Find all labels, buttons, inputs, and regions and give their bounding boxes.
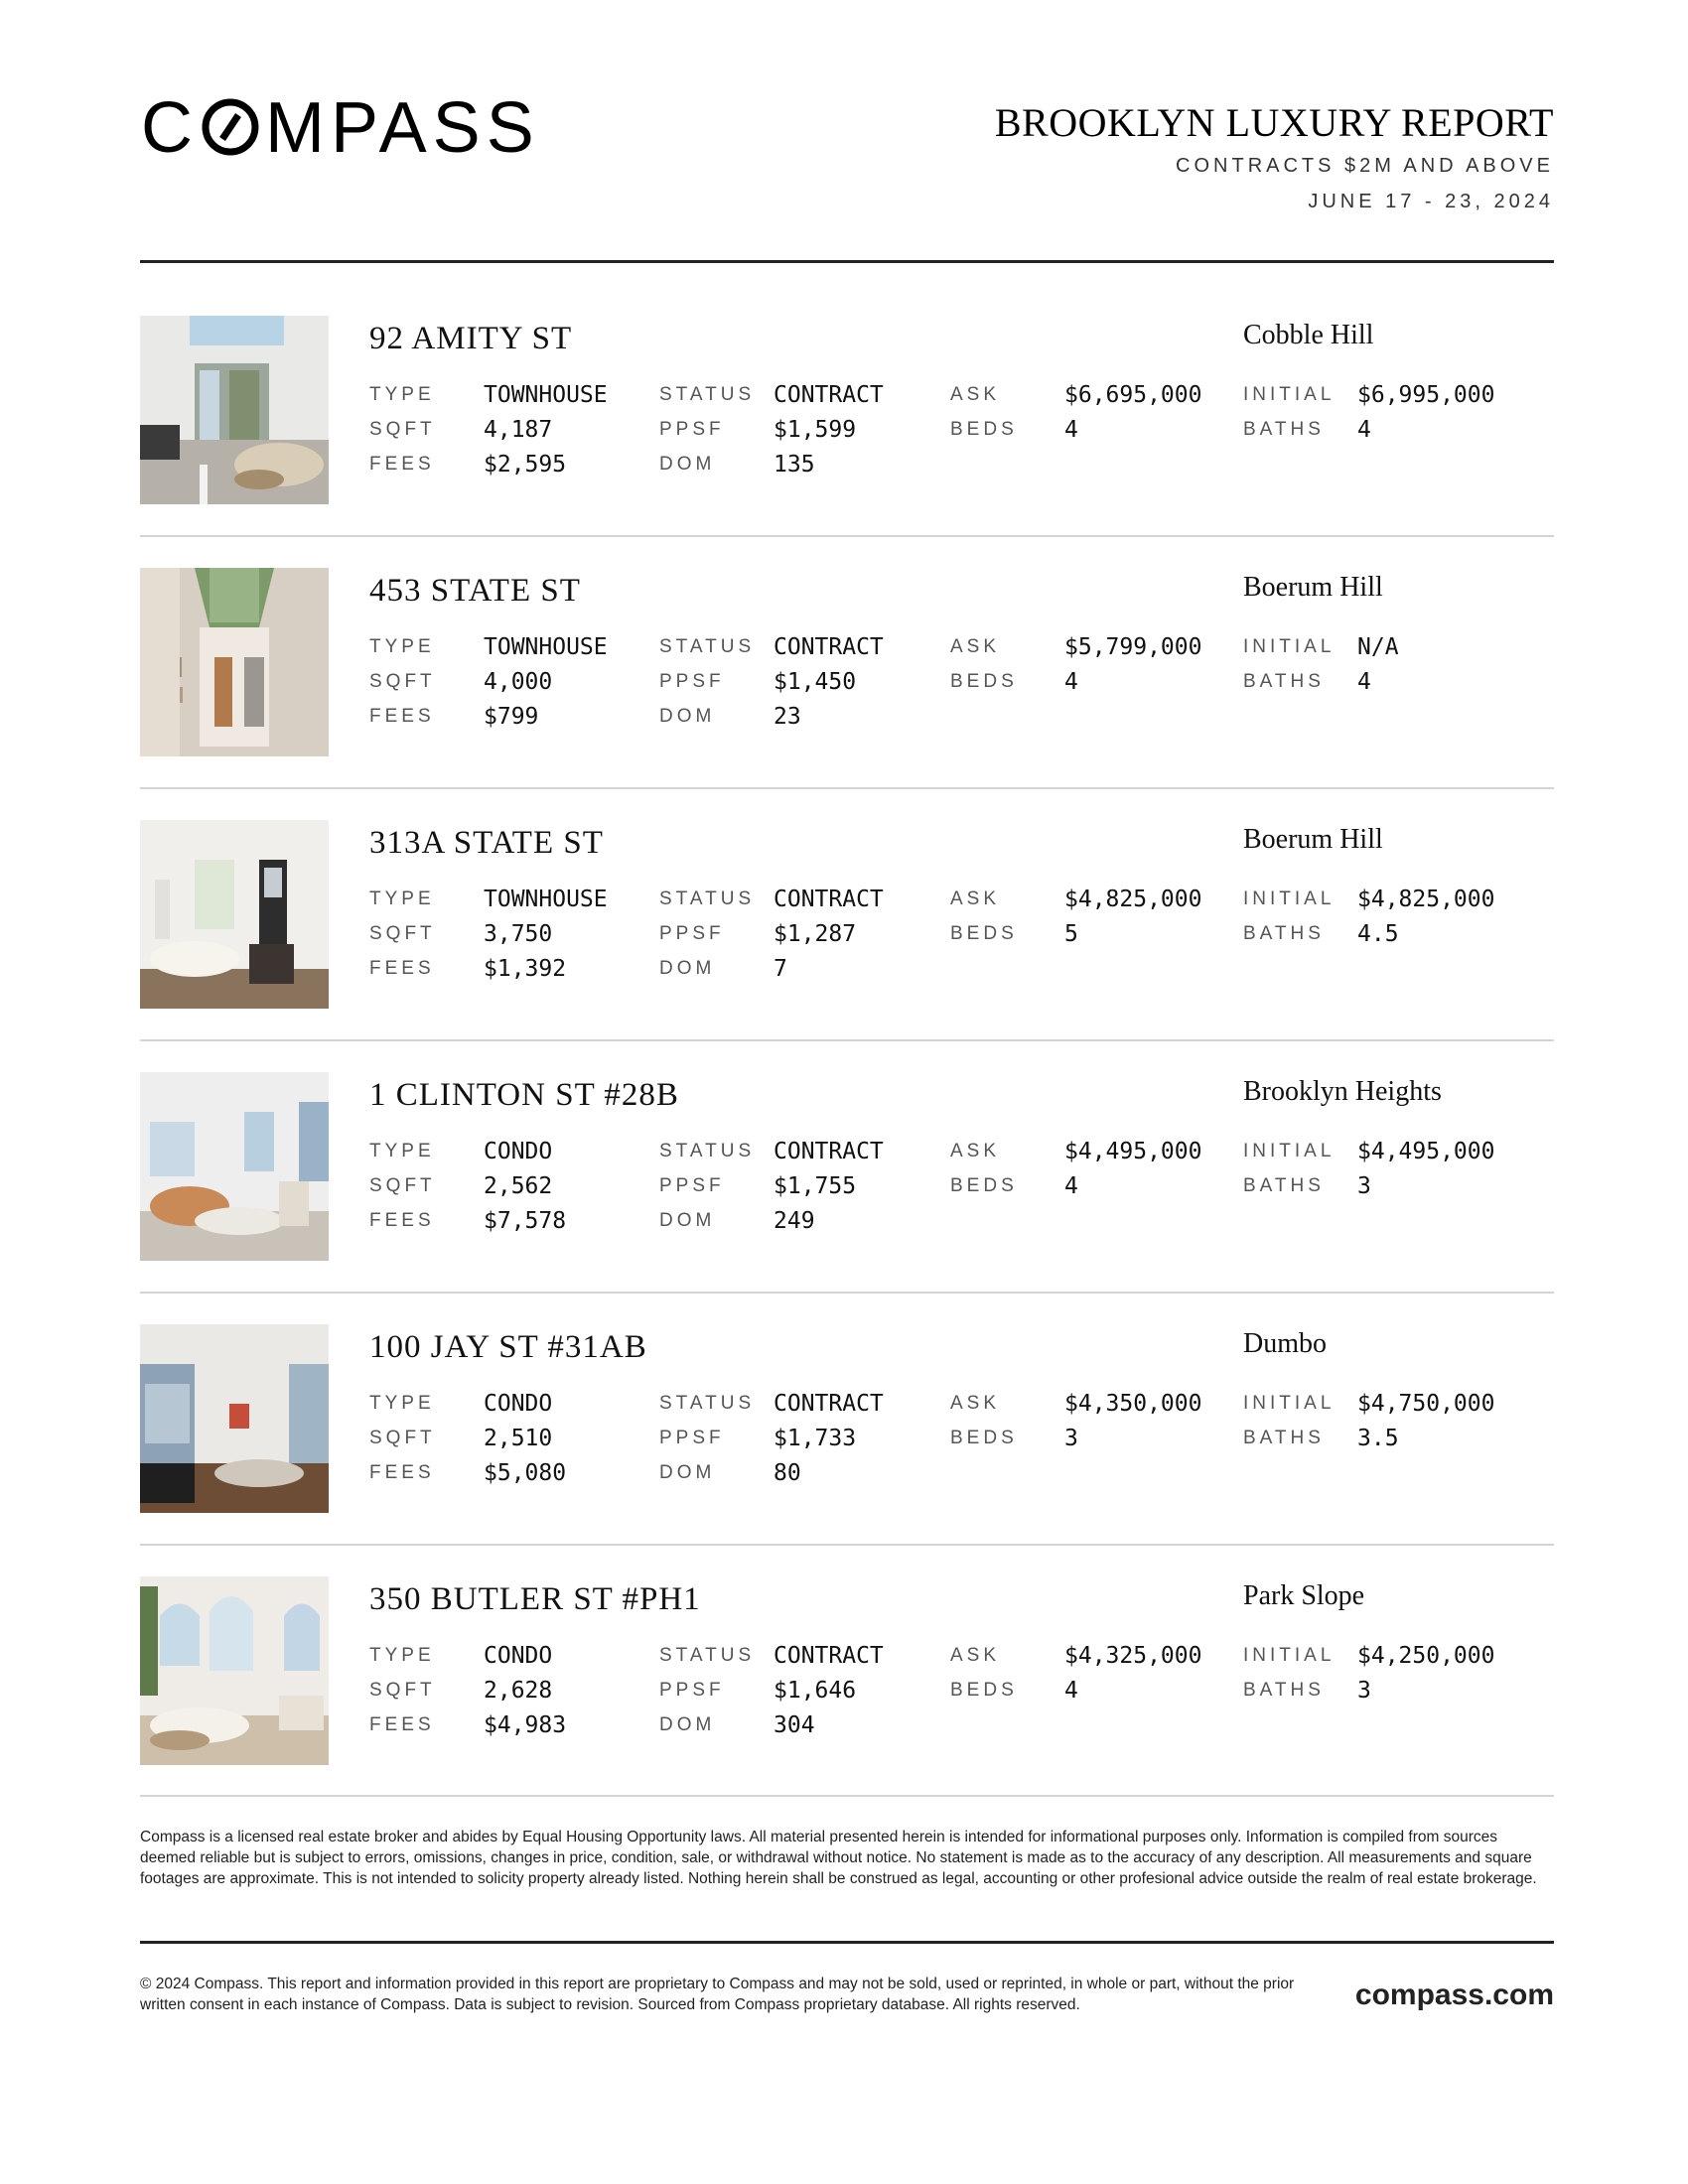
beds-value: 4 bbox=[1064, 1173, 1078, 1199]
listing-photo bbox=[140, 568, 329, 756]
baths-value: 4 bbox=[1357, 417, 1371, 443]
initial-label: INITIAL bbox=[1243, 888, 1336, 909]
sqft-value: 2,510 bbox=[484, 1426, 553, 1451]
initial-label: INITIAL bbox=[1243, 636, 1336, 657]
initial-value: $4,750,000 bbox=[1357, 1391, 1495, 1417]
copyright-notice: © 2024 Compass. This report and information provided in this report are proprietary to Compass and may not be sold, used or reprinted, in whole or part, without the prior written consent in each instance of Compass. Data is subject to revision. Sourced from Compass proprietary database. All rights reserved. bbox=[140, 1976, 1295, 2013]
dom-label: DOM bbox=[659, 706, 716, 727]
type-value: CONDO bbox=[484, 1643, 553, 1669]
listing bbox=[140, 568, 1554, 756]
status-label: STATUS bbox=[659, 636, 756, 657]
ask-label: ASK bbox=[950, 384, 1001, 405]
ask-value: $4,350,000 bbox=[1064, 1391, 1202, 1417]
beds-label: BEDS bbox=[950, 1680, 1018, 1701]
listing bbox=[140, 820, 1554, 1009]
sqft-value: 4,000 bbox=[484, 669, 553, 695]
ppsf-label: PPSF bbox=[659, 1680, 725, 1701]
listing-neighborhood: Brooklyn Heights bbox=[1243, 1076, 1442, 1107]
baths-label: BATHS bbox=[1243, 1428, 1325, 1448]
listing-neighborhood: Cobble Hill bbox=[1243, 320, 1374, 350]
fees-label: FEES bbox=[369, 1714, 435, 1735]
ask-label: ASK bbox=[950, 1141, 1001, 1161]
initial-value: $4,825,000 bbox=[1357, 887, 1495, 912]
ask-label: ASK bbox=[950, 636, 1001, 657]
dom-value: 23 bbox=[774, 704, 801, 730]
status-value: CONTRACT bbox=[774, 1139, 884, 1164]
initial-value: $4,495,000 bbox=[1357, 1139, 1495, 1164]
status-value: CONTRACT bbox=[774, 1643, 884, 1669]
initial-label: INITIAL bbox=[1243, 1645, 1336, 1666]
type-value: TOWNHOUSE bbox=[484, 634, 608, 660]
header-divider bbox=[140, 260, 1554, 263]
type-label: TYPE bbox=[369, 1645, 435, 1666]
listing-photo bbox=[140, 316, 329, 504]
listing-neighborhood: Boerum Hill bbox=[1243, 824, 1383, 855]
ppsf-value: $1,450 bbox=[774, 669, 857, 695]
listing-divider bbox=[140, 787, 1554, 789]
type-label: TYPE bbox=[369, 888, 435, 909]
status-label: STATUS bbox=[659, 1645, 756, 1666]
dom-label: DOM bbox=[659, 1462, 716, 1483]
ask-value: $4,825,000 bbox=[1064, 887, 1202, 912]
ppsf-label: PPSF bbox=[659, 671, 725, 692]
status-value: CONTRACT bbox=[774, 1391, 884, 1417]
sqft-value: 2,628 bbox=[484, 1678, 553, 1704]
beds-value: 5 bbox=[1064, 921, 1078, 947]
initial-label: INITIAL bbox=[1243, 1393, 1336, 1414]
ppsf-value: $1,599 bbox=[774, 417, 857, 443]
baths-value: 3.5 bbox=[1357, 1426, 1399, 1451]
listing-divider bbox=[140, 1795, 1554, 1797]
svg-text:C: C bbox=[141, 96, 199, 158]
sqft-value: 2,562 bbox=[484, 1173, 553, 1199]
initial-value: N/A bbox=[1357, 634, 1399, 660]
listing-address: 453 STATE ST bbox=[369, 573, 581, 609]
listing-address: 100 JAY ST #31AB bbox=[369, 1329, 647, 1365]
fees-value: $4,983 bbox=[484, 1712, 567, 1738]
dom-value: 135 bbox=[774, 452, 815, 478]
svg-text:MPASS: MPASS bbox=[265, 96, 540, 158]
type-value: TOWNHOUSE bbox=[484, 382, 608, 408]
ppsf-label: PPSF bbox=[659, 1175, 725, 1196]
ask-label: ASK bbox=[950, 1645, 1001, 1666]
baths-label: BATHS bbox=[1243, 419, 1325, 440]
dom-label: DOM bbox=[659, 958, 716, 979]
type-label: TYPE bbox=[369, 1141, 435, 1161]
initial-label: INITIAL bbox=[1243, 1141, 1336, 1161]
beds-value: 4 bbox=[1064, 1678, 1078, 1704]
report-title: BROOKLYN LUXURY REPORT bbox=[994, 100, 1554, 145]
status-label: STATUS bbox=[659, 1393, 756, 1414]
baths-label: BATHS bbox=[1243, 1175, 1325, 1196]
type-label: TYPE bbox=[369, 384, 435, 405]
dom-label: DOM bbox=[659, 1210, 716, 1231]
listing-divider bbox=[140, 1292, 1554, 1294]
fees-label: FEES bbox=[369, 1462, 435, 1483]
sqft-value: 3,750 bbox=[484, 921, 553, 947]
compass-logo-mark bbox=[141, 96, 568, 158]
dom-value: 80 bbox=[774, 1460, 801, 1486]
dom-value: 304 bbox=[774, 1712, 815, 1738]
listing-photo bbox=[140, 1324, 329, 1513]
beds-value: 4 bbox=[1064, 669, 1078, 695]
initial-value: $6,995,000 bbox=[1357, 382, 1495, 408]
footer-divider bbox=[140, 1941, 1554, 1944]
ppsf-value: $1,755 bbox=[774, 1173, 857, 1199]
type-value: CONDO bbox=[484, 1139, 553, 1164]
baths-value: 3 bbox=[1357, 1678, 1371, 1704]
sqft-label: SQFT bbox=[369, 1680, 436, 1701]
fees-label: FEES bbox=[369, 706, 435, 727]
listing-address: 350 BUTLER ST #PH1 bbox=[369, 1581, 701, 1617]
status-value: CONTRACT bbox=[774, 382, 884, 408]
ask-label: ASK bbox=[950, 888, 1001, 909]
listing-photo bbox=[140, 820, 329, 1009]
dom-value: 249 bbox=[774, 1208, 815, 1234]
type-value: TOWNHOUSE bbox=[484, 887, 608, 912]
ppsf-label: PPSF bbox=[659, 923, 725, 944]
listing-address: 92 AMITY ST bbox=[369, 321, 573, 356]
website-link[interactable]: compass.com bbox=[1354, 1979, 1554, 2011]
status-value: CONTRACT bbox=[774, 887, 884, 912]
listing-neighborhood: Park Slope bbox=[1243, 1580, 1365, 1611]
baths-label: BATHS bbox=[1243, 1680, 1325, 1701]
dom-label: DOM bbox=[659, 1714, 716, 1735]
baths-value: 4.5 bbox=[1357, 921, 1399, 947]
listing-neighborhood: Dumbo bbox=[1243, 1328, 1327, 1359]
fees-label: FEES bbox=[369, 958, 435, 979]
legal-disclaimer: Compass is a licensed real estate broker and abides by Equal Housing Opportunity laws. All material presented herein is intended for informational purposes only. Information is compiled from sources deemed reliable but is subject to errors, omissions, changes in price, condition, sale, or withdrawal without notice. No statement is made as to the accuracy of any description. All measurements and square footages are approximate. This is not intended to solicity property already listed. Nothing herein shall be construed as legal, accounting or other profesional advice outside the realm of real estate brokerage. bbox=[140, 1829, 1537, 1887]
ppsf-value: $1,733 bbox=[774, 1426, 857, 1451]
listing-divider bbox=[140, 1544, 1554, 1546]
baths-label: BATHS bbox=[1243, 923, 1325, 944]
listing-photo bbox=[140, 1072, 329, 1261]
beds-value: 4 bbox=[1064, 417, 1078, 443]
listing-photo bbox=[140, 1576, 329, 1765]
fees-value: $2,595 bbox=[484, 452, 567, 478]
status-label: STATUS bbox=[659, 888, 756, 909]
fees-value: $1,392 bbox=[484, 956, 567, 982]
initial-label: INITIAL bbox=[1243, 384, 1336, 405]
sqft-label: SQFT bbox=[369, 671, 436, 692]
ppsf-value: $1,646 bbox=[774, 1678, 857, 1704]
report-date-range: JUNE 17 - 23, 2024 bbox=[1308, 191, 1554, 212]
ask-value: $4,325,000 bbox=[1064, 1643, 1202, 1669]
listing-neighborhood: Boerum Hill bbox=[1243, 572, 1383, 603]
listing bbox=[140, 1324, 1554, 1513]
ask-label: ASK bbox=[950, 1393, 1001, 1414]
fees-value: $799 bbox=[484, 704, 539, 730]
sqft-label: SQFT bbox=[369, 1428, 436, 1448]
dom-label: DOM bbox=[659, 454, 716, 475]
status-value: CONTRACT bbox=[774, 634, 884, 660]
ppsf-label: PPSF bbox=[659, 1428, 725, 1448]
listing-address: 313A STATE ST bbox=[369, 825, 604, 861]
beds-label: BEDS bbox=[950, 923, 1018, 944]
status-label: STATUS bbox=[659, 384, 756, 405]
baths-value: 4 bbox=[1357, 669, 1371, 695]
report-subtitle: CONTRACTS $2M AND ABOVE bbox=[1176, 155, 1554, 177]
beds-label: BEDS bbox=[950, 1175, 1018, 1196]
type-label: TYPE bbox=[369, 636, 435, 657]
ppsf-label: PPSF bbox=[659, 419, 725, 440]
fees-value: $5,080 bbox=[484, 1460, 567, 1486]
baths-value: 3 bbox=[1357, 1173, 1371, 1199]
ppsf-value: $1,287 bbox=[774, 921, 857, 947]
status-label: STATUS bbox=[659, 1141, 756, 1161]
baths-label: BATHS bbox=[1243, 671, 1325, 692]
sqft-label: SQFT bbox=[369, 923, 436, 944]
compass-logo bbox=[141, 95, 568, 171]
fees-label: FEES bbox=[369, 454, 435, 475]
sqft-value: 4,187 bbox=[484, 417, 553, 443]
fees-label: FEES bbox=[369, 1210, 435, 1231]
fees-value: $7,578 bbox=[484, 1208, 567, 1234]
beds-label: BEDS bbox=[950, 419, 1018, 440]
dom-value: 7 bbox=[774, 956, 787, 982]
listing bbox=[140, 1576, 1554, 1765]
beds-value: 3 bbox=[1064, 1426, 1078, 1451]
type-label: TYPE bbox=[369, 1393, 435, 1414]
listing bbox=[140, 316, 1554, 504]
sqft-label: SQFT bbox=[369, 1175, 436, 1196]
ask-value: $4,495,000 bbox=[1064, 1139, 1202, 1164]
listing bbox=[140, 1072, 1554, 1261]
listing-divider bbox=[140, 1039, 1554, 1041]
ask-value: $5,799,000 bbox=[1064, 634, 1202, 660]
initial-value: $4,250,000 bbox=[1357, 1643, 1495, 1669]
ask-value: $6,695,000 bbox=[1064, 382, 1202, 408]
listing-address: 1 CLINTON ST #28B bbox=[369, 1077, 679, 1113]
sqft-label: SQFT bbox=[369, 419, 436, 440]
listing-divider bbox=[140, 535, 1554, 537]
type-value: CONDO bbox=[484, 1391, 553, 1417]
beds-label: BEDS bbox=[950, 1428, 1018, 1448]
beds-label: BEDS bbox=[950, 671, 1018, 692]
